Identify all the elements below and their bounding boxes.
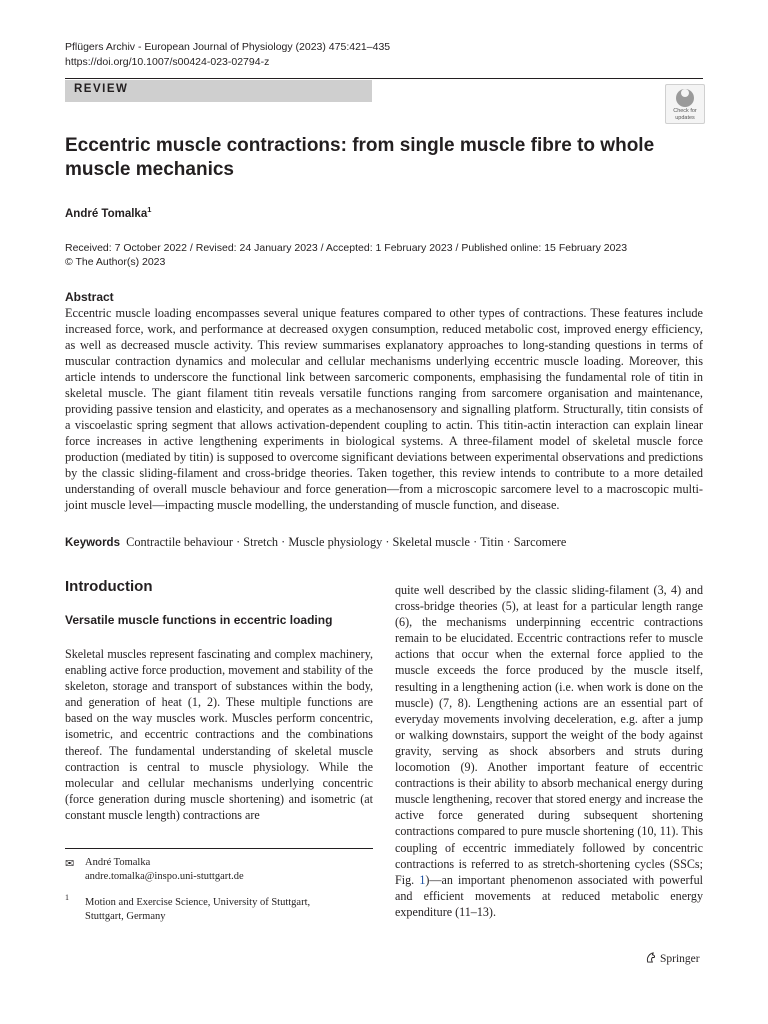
author-name[interactable]: André Tomalka (65, 207, 148, 220)
section-type-label: REVIEW (74, 83, 129, 95)
affiliation-number: 1 (65, 893, 69, 902)
crossmark-line2: updates (675, 115, 695, 121)
paragraph-right-part2: )—an important phenomenon associated with powerful and efficient movements at reduced metabolic energy expenditure (11–13). (395, 872, 703, 919)
body-column-left (65, 646, 373, 823)
copyright-line: © The Author(s) 2023 (65, 256, 166, 268)
corresponding-name: André Tomalka (85, 857, 151, 868)
affiliation (85, 896, 365, 924)
crossmark-icon (676, 89, 694, 107)
affiliation-line1: Motion and Exercise Science, University of Stuttgart, (85, 897, 311, 908)
keywords (65, 534, 705, 551)
keywords-list: Contractile behaviour · Stretch · Muscle physiology · Skeletal muscle · Titin · Sarcomere (126, 535, 567, 549)
affiliation-line2: Stuttgart, Germany (85, 911, 166, 922)
section-heading-introduction: Introduction (65, 578, 153, 595)
abstract-text: Eccentric muscle loading encompasses several unique features compared to other types of contractions. These features include increased force, work, and performance at decreased oxygen consumption, reduced metabolic cost, improved energy efficiency, as well as decreased muscle activity. This review summarises explanatory approaches to long-standing questions in terms of muscular contraction dynamics and molecular and cellular mechanisms underlying eccentric muscle loading. Moreover, this article intends to underscore the functional link between sarcomeric components, emphasising the fundamental role of titin in skeletal muscle. The giant filament titin reveals versatile functions ranging from sarcomere organisation and maintenance, providing passive tension and elasticity, and operates as a mechanosensory and signalling platform. Structurally, titin consists of a viscoelastic spring segment that allows activation-dependent coupling to actin. This titin-actin interaction can explain linear force increases in active lengthening experiments in biological systems. A three-filament model of skeletal muscle force production (mediated by titin) is supposed to overcome significant deviations between experimental observations and predictions by the classic sliding-filament and cross-bridge theories. Taken together, this review intends to contribute to a more detailed understanding of overall muscle behaviour and force generation—from a microscopic sarcomere level to a macroscopic multi-joint muscle level—impacting muscle modelling, the understanding of muscle function, and disease. (65, 306, 703, 512)
body-column-right (395, 582, 703, 920)
publisher-logo (645, 952, 700, 965)
doi-link[interactable]: https://doi.org/10.1007/s00424-023-02794-z (65, 56, 270, 68)
springer-horse-icon (645, 952, 656, 963)
publication-history (65, 241, 705, 269)
header-rule (65, 78, 703, 79)
corresponding-email[interactable]: andre.tomalka@inspo.uni-stuttgart.de (85, 871, 244, 882)
article-title: Eccentric muscle contractions: from single muscle fibre to whole muscle mechanics (65, 135, 655, 180)
keywords-label: Keywords (65, 537, 120, 549)
journal-citation: Pflügers Archiv - European Journal of Physiology (2023) 475:421–435 (65, 41, 391, 53)
envelope-icon: ✉ (65, 858, 75, 870)
footnote-rule (65, 848, 373, 849)
check-for-updates-badge[interactable] (665, 84, 705, 124)
paragraph-right-part1: quite well described by the classic sliding-filament (3, 4) and cross-bridge theories (5), at least for a particular length range (6), the mechanisms underpinning eccentric contractions remain to be elucidated. Eccentric contractions refer to muscle actions that occur when the external force applied to the muscle exceeds the force produced by the muscle itself, resulting in a lengthening action (i.e. when work is done on the muscle) (7, 8). Lengthening actions are an essential part of everyday movements involving deceleration, e.g. after a jump or walking downstairs, support the weight of the body against gravity, serving as shock absorbers and struts during locomotion (9). Another important feature of eccentric contractions is their ability to absorb mechanical energy during muscle lengthening, recover that stored energy and increase the active force generated during subsequent shortening contractions compared to pure muscle shortening (10, 11). This coupling of eccentric immediately followed by concentric contractions is referred to as stretch-shortening cycles (SSCs; Fig. (395, 583, 703, 887)
author-line (65, 205, 151, 220)
figure-reference-link[interactable]: 1 (419, 872, 426, 887)
journal-header (65, 40, 390, 70)
subsection-heading: Versatile muscle functions in eccentric loading (65, 613, 333, 627)
author-affiliation-marker: 1 (147, 205, 152, 214)
crossmark-line1: Check for (673, 108, 697, 114)
paragraph-left: Skeletal muscles represent fascinating and complex machinery, enabling active force production, movement and stability of the skeleton, storage and transport of substances within the body, and generation of heat (1, 2). These multiple functions are based on the way muscles work. Muscles perform concentric, isometric, and eccentric contractions and the combinations thereof. The fundamental understanding of skeletal muscle contraction is central to muscle physiology. While the molecular and cellular mechanisms underlying concentric (force generation during muscle shortening) and isometric (at constant muscle length) contractions are (65, 647, 373, 822)
abstract-heading: Abstract (65, 290, 114, 304)
publisher-name: Springer (660, 953, 700, 965)
corresponding-author (85, 856, 244, 884)
history-dates: Received: 7 October 2022 / Revised: 24 January 2023 / Accepted: 1 February 2023 / Published online: 15 February 2023 (65, 242, 628, 254)
